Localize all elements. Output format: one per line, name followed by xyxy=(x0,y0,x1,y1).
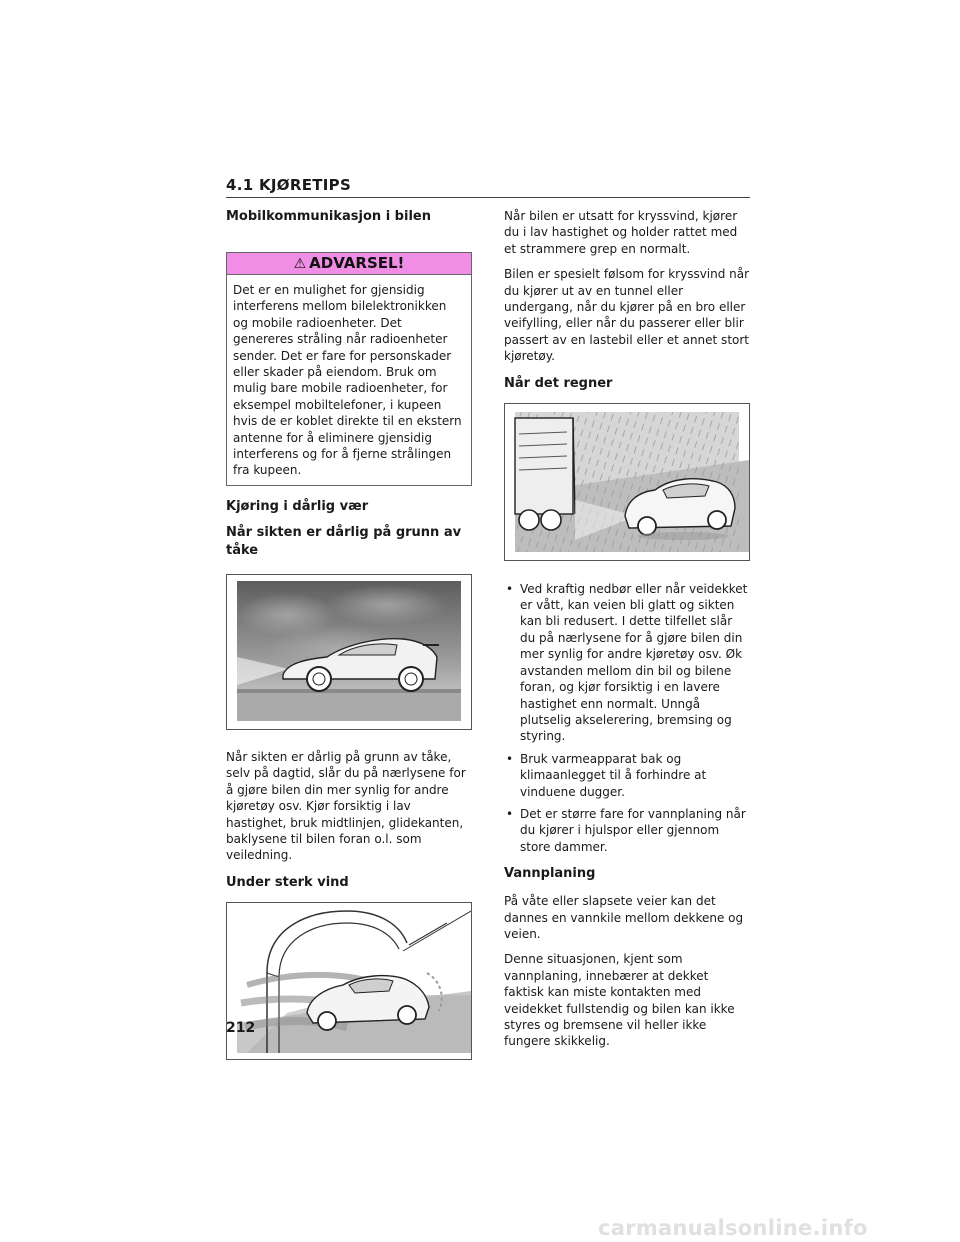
warning-title-bar xyxy=(227,253,471,275)
bullet-dot: • xyxy=(506,806,514,821)
watermark: carmanualsonline.info xyxy=(598,1216,868,1240)
wind-illustration xyxy=(226,902,472,1060)
rain-truck-car-image xyxy=(505,404,749,560)
heading-mobile: Mobilkommunikasjon i bilen xyxy=(226,209,431,224)
right-column xyxy=(504,208,750,1050)
warning-text: Det er en mulighet for gjensidig interferens mellom bilelektronikken og mobile radioenheter. Det genereres stråling når radioenheter sender. Det er fare for personskader eller skader på eiendom. Bruk om mulig bare mobile radioenheter, for eksempel mobiltelefoner, i kupeen hvis de er koblet direkte til en ekstern antenne for å eliminere gjensidig interferens og for å fjerne strålingen fra kupeen. xyxy=(233,283,462,478)
rain-bullet-1: Ved kraftig nedbør eller når veidekket er vått, kan veien bli glatt og sikten kan bli redusert. I dette tilfellet slår du på nærlysene for å gjøre bilen din mer synlig for andre kjøretøy osv. Øk avstanden mellom din bil og bilene foran, og kjør forsiktig i en lavere hastighet enn normalt. Unngå plutselig akselerering, bremsing og styring. xyxy=(520,581,748,744)
section-title: 4.1 KJØRETIPS xyxy=(226,176,352,194)
heading-bad-weather: Kjøring i dårlig vær xyxy=(226,498,369,514)
bullet-dot: • xyxy=(506,751,514,766)
wind-paragraph-2: Bilen er spesielt følsom for kryssvind når du kjører ut av en tunnel eller undergang, når du kjører på en bro eller veifylling, eller når du passerer eller blir passert av en lastebil eller et annet stort kjøretøy. xyxy=(504,267,750,364)
fog-car-image xyxy=(227,575,471,729)
list-item xyxy=(504,806,750,855)
warning-triangle-icon: ⚠ xyxy=(293,256,307,272)
heading-rain: Når det regner xyxy=(504,375,613,391)
section-header xyxy=(226,176,750,198)
aquaplaning-paragraph-1: På våte eller slapsete veier kan det dannes en vannkile mellom dekkene og veien. xyxy=(504,894,744,941)
wind-tunnel-image xyxy=(227,903,471,1059)
left-column xyxy=(226,208,472,1060)
warning-box xyxy=(226,252,472,486)
heading-aquaplaning: Vannplaning xyxy=(504,866,596,882)
aquaplaning-paragraph-2: Denne situasjonen, kjent som vannplaning, innebærer at dekket faktisk kan miste kontakten med veidekket fullstendig og bilen kan ikke styres og bremsene vil heller ikke fungere skikkelig. xyxy=(504,952,735,1049)
rain-bullet-3: Det er større fare for vannplaning når du kjører i hjulspor eller gjennom store dammer. xyxy=(520,806,746,854)
bullet-dot: • xyxy=(506,581,514,596)
heading-wind: Under sterk vind xyxy=(226,874,349,890)
list-item xyxy=(504,751,750,800)
fog-paragraph: Når sikten er dårlig på grunn av tåke, selv på dagtid, slår du på nærlysene for å gjøre bilen din mer synlig for andre kjøretøy osv. Kjør forsiktig i lav hastighet, bruk midtlinjen, glidekanten, baklysene til bilen foran o.l. som veiledning. xyxy=(226,749,466,863)
rain-illustration xyxy=(504,403,750,561)
heading-fog: Når sikten er dårlig på grunn av tåke xyxy=(226,524,462,558)
fog-illustration xyxy=(226,574,472,730)
list-item xyxy=(504,581,750,745)
wind-paragraph-1: Når bilen er utsatt for kryssvind, kjører du i lav hastighet og holder rattet med et strammere grep en normalt. xyxy=(504,209,738,256)
page-number: 212 xyxy=(226,1020,256,1036)
rain-bullet-2: Bruk varmeapparat bak og klimaanlegget til å forhindre at vinduene dugger. xyxy=(520,751,707,799)
rain-bullet-list xyxy=(504,581,750,856)
warning-title: ADVARSEL! xyxy=(309,254,405,272)
